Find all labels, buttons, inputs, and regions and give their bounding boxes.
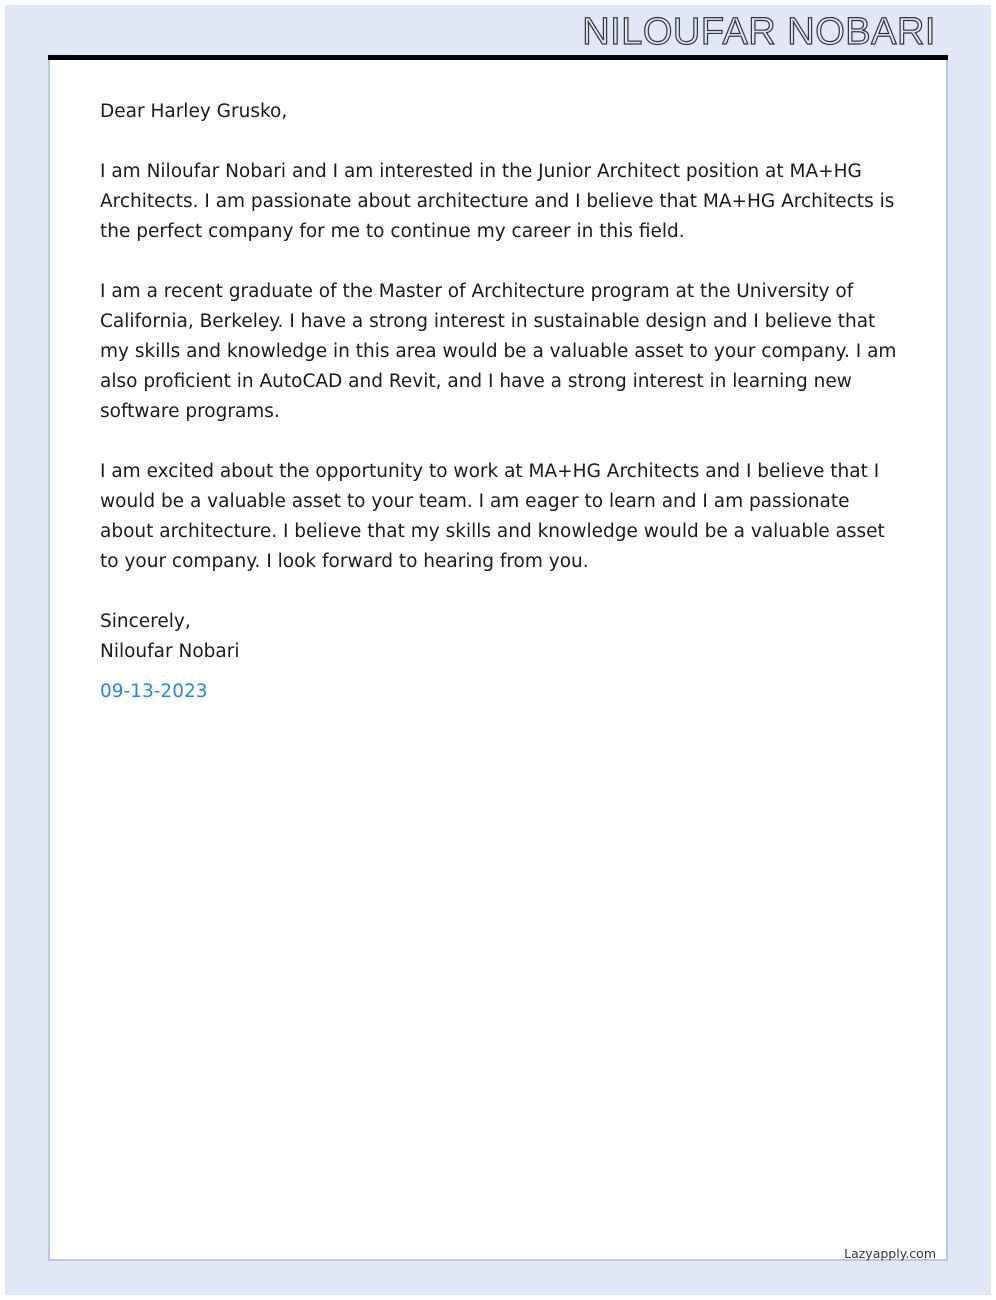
paragraph-3: I am excited about the opportunity to work at MA+HG Architects and I believe that I would be a valuable asset to your team. I am eager to learn and I am passionate about architecture. I believe that my skills and knowledge would be a valuable asset to your company. I look forward to hearing from you. xyxy=(100,461,885,572)
paragraph-1: I am Niloufar Nobari and I am interested in the Junior Architect position at MA+HG Architects. I am passionate about architecture and I believe that MA+HG Architects is the perfect company for me to continue my career in this field. xyxy=(100,161,895,242)
footer-brand-link[interactable]: Lazyapply.com xyxy=(844,1246,936,1261)
paragraph-2: I am a recent graduate of the Master of Architecture program at the University of California, Berkeley. I have a strong interest in sustainable design and I believe that my skills and knowledge in this area would be a valuable asset to your company. I am also proficient in AutoCAD and Revit, and I have a strong interest in learning new software programs. xyxy=(100,281,897,422)
salutation: Dear Harley Grusko, xyxy=(100,101,288,122)
letter-date: 09-13-2023 xyxy=(100,681,208,702)
signature-name: Niloufar Nobari xyxy=(100,641,240,662)
applicant-name-header: NILOUFAR NOBARI xyxy=(582,11,936,53)
letter-body xyxy=(100,97,900,707)
closing: Sincerely, xyxy=(100,611,191,632)
